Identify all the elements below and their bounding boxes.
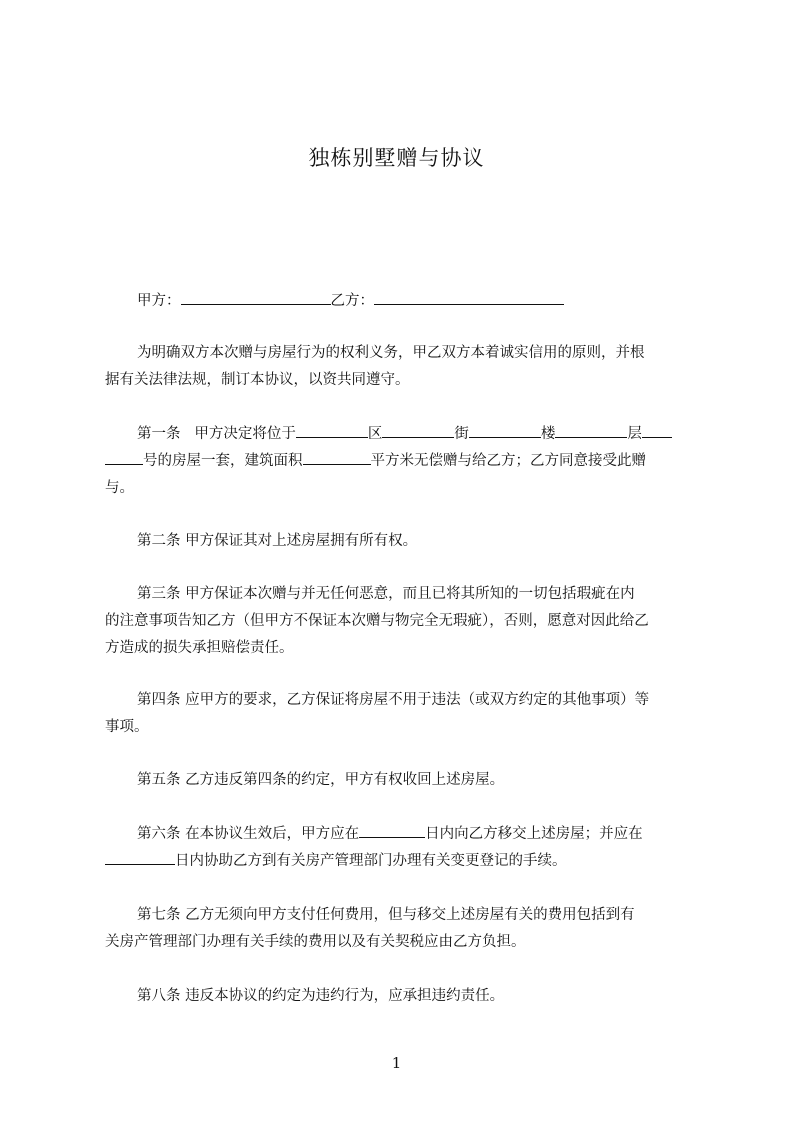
article-3 — [105, 581, 700, 662]
floor-blank[interactable] — [555, 422, 627, 438]
number-blank-cont[interactable] — [105, 449, 143, 465]
street-blank[interactable] — [382, 422, 454, 438]
article-1-text: 甲方决定将位于 — [194, 426, 296, 442]
article-4 — [105, 687, 700, 741]
article-5 — [105, 767, 700, 794]
article-1-text: 区 — [367, 426, 383, 442]
article-3-line: 的注意事项告知乙方（但甲方不保证本次赠与物完全无瑕疵），否则，愿意对因此给乙 — [105, 613, 649, 629]
article-2 — [105, 528, 700, 555]
article-3-line: 第三条 甲方保证本次赠与并无任何恶意，而且已将其所知的一切包括瑕疵在内 — [137, 586, 635, 602]
article-4-line: 事项。 — [105, 719, 149, 735]
page-number: 1 — [391, 1054, 402, 1072]
handover-days-blank[interactable] — [359, 822, 425, 838]
article-4-line: 第四条 应甲方的要求，乙方保证将房屋不用于违法（或双方约定的其他事项）等 — [137, 692, 650, 708]
document-title: 独栋别墅赠与协议 — [308, 146, 485, 170]
article-2-text: 第二条 甲方保证其对上述房屋拥有所有权。 — [137, 533, 418, 549]
preamble-line: 为明确双方本次赠与房屋行为的权利义务，甲乙双方本着诚实信用的原则，并根 — [137, 345, 645, 361]
party-a-blank[interactable] — [181, 289, 331, 305]
article-1-text: 号的房屋一套，建筑面积 — [143, 453, 303, 469]
party-b-blank[interactable] — [374, 289, 564, 305]
article-1-lead: 第一条 — [137, 426, 181, 442]
article-5-text: 第五条 乙方违反第四条的约定，甲方有权收回上述房屋。 — [137, 772, 505, 788]
parties-line — [105, 288, 700, 315]
preamble — [105, 340, 700, 394]
article-8 — [105, 983, 700, 1010]
party-b-label: 乙方： — [330, 293, 374, 309]
district-blank[interactable] — [296, 422, 368, 438]
article-7-line: 关房产管理部门办理有关手续的费用以及有关契税应由乙方负担。 — [105, 934, 526, 950]
article-1-text: 与。 — [105, 480, 134, 496]
registration-days-blank[interactable] — [105, 849, 175, 865]
article-8-text: 第八条 违反本协议的约定为违约行为，应承担违约责任。 — [137, 988, 505, 1004]
article-1-text: 楼 — [540, 426, 556, 442]
article-1-text: 平方米无偿赠与给乙方；乙方同意接受此赠 — [370, 453, 646, 469]
article-6 — [105, 821, 700, 875]
article-7-line: 第七条 乙方无须向甲方支付任何费用，但与移交上述房屋有关的费用包括到有 — [137, 907, 635, 923]
article-6-text: 第六条 在本协议生效后，甲方应在 — [137, 826, 360, 842]
article-7 — [105, 902, 700, 956]
preamble-line: 据有关法律法规，制订本协议，以资共同遵守。 — [105, 372, 410, 388]
article-1-text: 层 — [627, 426, 642, 442]
area-blank[interactable] — [303, 449, 371, 465]
article-1-text: 街 — [454, 426, 469, 442]
article-6-text: 日内向乙方移交上述房屋；并应在 — [425, 826, 643, 842]
party-a-label: 甲方： — [137, 293, 181, 309]
building-blank[interactable] — [469, 422, 541, 438]
article-3-line: 方造成的损失承担赔偿责任。 — [105, 640, 294, 656]
article-6-text: 日内协助乙方到有关房产管理部门办理有关变更登记的手续。 — [175, 853, 567, 869]
article-1 — [105, 421, 700, 502]
number-blank[interactable] — [642, 422, 672, 438]
